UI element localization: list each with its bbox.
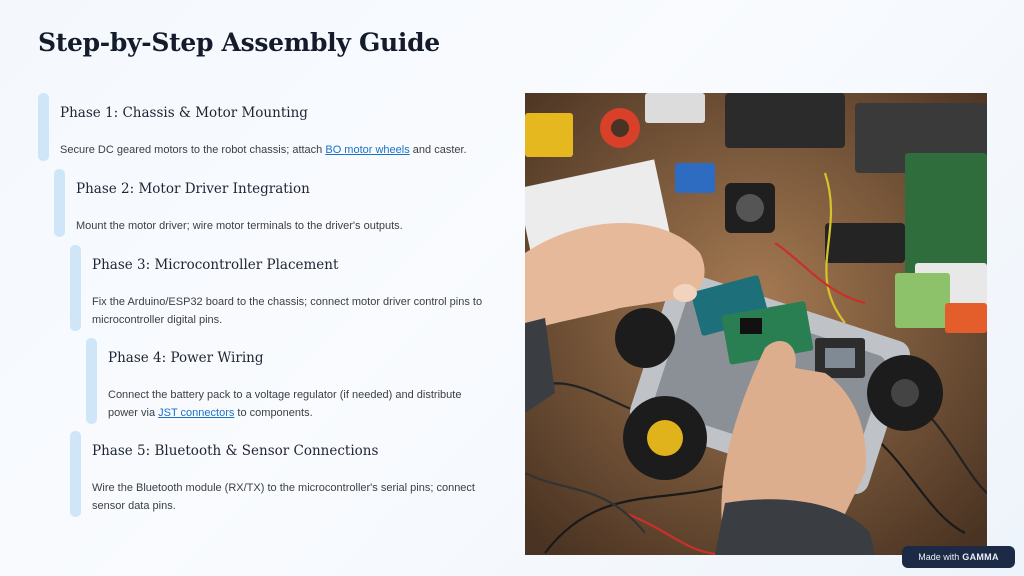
badge-prefix: Made with — [918, 552, 960, 562]
step-title: Phase 2: Motor Driver Integration — [76, 181, 310, 197]
step-accent-bar — [70, 431, 81, 517]
step-title: Phase 5: Bluetooth & Sensor Connections — [92, 443, 379, 459]
step-phase-1 — [38, 93, 498, 161]
step-accent-bar — [54, 169, 65, 237]
made-with-gamma-badge[interactable] — [902, 546, 1015, 568]
badge-brand: GAMMA — [962, 552, 999, 562]
page-title: Step-by-Step Assembly Guide — [38, 28, 440, 57]
bo-motor-wheels-link[interactable]: BO motor wheels — [325, 144, 410, 156]
step-description: Fix the Arduino/ESP32 board to the chassis; connect motor driver control pins to microcontroller digital pins. — [92, 296, 483, 326]
desc-text: Connect the battery pack to a voltage regulator (if needed) and distribute power via — [108, 389, 462, 419]
step-accent-bar — [38, 93, 49, 161]
step-phase-2 — [54, 169, 504, 237]
step-phase-4 — [86, 338, 516, 424]
step-accent-bar — [86, 338, 97, 424]
robot-car-assembly-photo — [525, 93, 987, 555]
jst-connectors-link[interactable]: JST connectors — [158, 407, 235, 419]
desc-text: to components. — [234, 407, 313, 419]
step-accent-bar — [70, 245, 81, 331]
step-description — [108, 386, 488, 422]
step-title: Phase 3: Microcontroller Placement — [92, 257, 339, 273]
step-description: Mount the motor driver; wire motor terminals to the driver's outputs. — [76, 220, 403, 232]
step-title: Phase 4: Power Wiring — [108, 350, 264, 366]
assembly-illustration — [525, 93, 987, 555]
step-description: Wire the Bluetooth module (RX/TX) to the microcontroller's serial pins; connect sensor data pins. — [92, 482, 475, 512]
step-title: Phase 1: Chassis & Motor Mounting — [60, 105, 308, 121]
desc-text: and caster. — [409, 144, 467, 156]
step-description — [60, 141, 470, 159]
step-phase-3 — [70, 245, 510, 331]
desc-text: Secure DC geared motors to the robot chassis; attach — [60, 144, 326, 156]
step-phase-5 — [70, 431, 510, 517]
